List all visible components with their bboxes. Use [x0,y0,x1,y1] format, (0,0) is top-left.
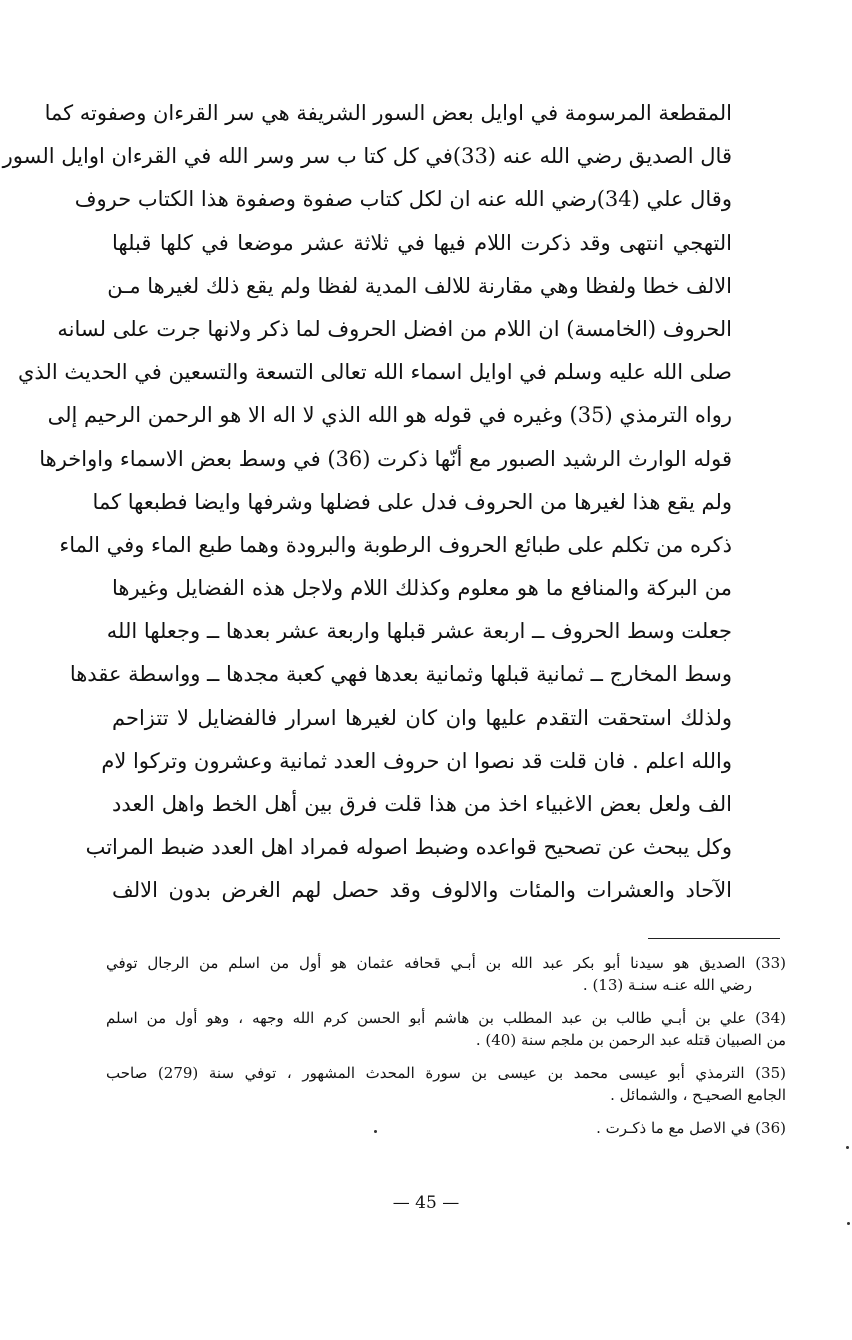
text-line: قال الصديق رضي الله عنه (33)في كل كتا ب سر وسر الله في القرءان اوايل السور [2,144,732,169]
main-text-block [2,92,732,913]
text-line: وسط المخارج ــ ثمانية قبلها وثمانية بعدها فهي كعبة مجدها ــ وواسطة عقدها [69,662,732,687]
text-line: ولذلك استحقت التقدم عليها وان كان لغيرها اسرار فالفضايل لا تتزاحم [112,705,732,730]
footnote-separator [648,938,780,939]
text-line: من البركة والمنافع ما هو معلوم وكذلك اللام ولاجل هذه الفضايل وغيرها [112,576,732,601]
page-number: — 45 — [392,1193,460,1213]
text-line: وكل يبحث عن تصحيح قواعده وضبط اصوله فمراد اهل العدد ضبط المراتب [85,835,732,860]
footnotes [106,952,786,1150]
text-line: ذكره من تكلم على طبائع الحروف الرطوبة والبرودة وهما طبع الماء وفي الماء [59,532,732,557]
text-line: جعلت وسط الحروف ــ اربعة عشر قبلها واربعة عشر بعدها ــ وجعلها الله [106,619,732,644]
footnote-35 [106,1062,786,1106]
scan-speck [847,1222,850,1225]
footnote-line: (33) الصديق هو سيدنا أبو بكر عبد الله بن أبـي قحافه عثمان هو أول من اسلم من الرجال توفي [106,954,786,972]
text-line: الآحاد والعشرات والمئات والالوف وقد حصل لهم الغرض بدون الالف [112,878,732,903]
footnote-line: (34) علي بن أبـي طالب بن عبد المطلب بن هاشم أبو الحسن كرم الله وجهه ، وهو أول من اسلم [106,1009,786,1027]
footnote-line: (35) الترمذي أبو عيسى محمد بن عيسى بن سورة المحدث المشهور ، توفي سنة (279) صاحب [106,1064,786,1082]
text-line: رواه الترمذي (35) وغيره في قوله هو الله الذي لا اله الا هو الرحمن الرحيم إلى [47,403,732,428]
scan-speck [374,1130,377,1133]
footnote-line: (36) في الاصل مع ما ذكـرت . [596,1119,786,1137]
text-line: قوله الوارث الرشيد الصبور مع أنّها ذكرت (36) في وسط بعض الاسماء واواخرها [39,446,732,471]
footnote-line: الجامع الصحيـح ، والشمائل . [610,1086,786,1104]
text-line: المقطعة المرسومة في اوايل بعض السور الشريفة هي سر القرءان وصفوته كما [44,101,732,125]
footnote-line: رضي الله عنـه سنـة (13) . [582,976,752,994]
text-line: ولم يقع هذا لغيرها من الحروف فدل على فضلها وشرفها وايضا فطبعها كما [92,489,732,514]
footnote-line: من الصبيان قتله عبد الرحمن بن ملجم سنة (40) . [475,1031,786,1049]
text-line: التهجي انتهى وقد ذكرت اللام فيها في ثلاثة عشر موضعا في كلها قبلها [112,230,732,255]
text-line: الالف خطا ولفظا وهي مقارنة للالف المدية لفظا ولم يقع ذلك لغيرها مـن [107,273,732,298]
text-line: وقال علي (34)رضي الله عنه ان لكل كتاب صفوة وصفوة هذا الكتاب حروف [74,187,732,212]
footnote-34 [106,1007,786,1051]
text-line: الحروف (الخامسة) ان اللام من افضل الحروف لما ذكر ولانها جرت على لسانه [57,316,732,341]
text-line: والله اعلم . فان قلت قد نصوا ان حروف العدد ثمانية وعشرون وتركوا لام [101,748,732,773]
text-line: صلى الله عليه وسلم في اوايل اسماء الله تعالى التسعة والتسعين في الحديث الذي [17,360,732,385]
text-line: الف ولعل بعض الاغبياء اخذ من هذا قلت فرق بين أهل الخط واهل العدد [112,792,732,816]
scan-speck [846,1146,849,1149]
footnote-36 [106,1117,786,1139]
footnote-33 [106,952,786,996]
